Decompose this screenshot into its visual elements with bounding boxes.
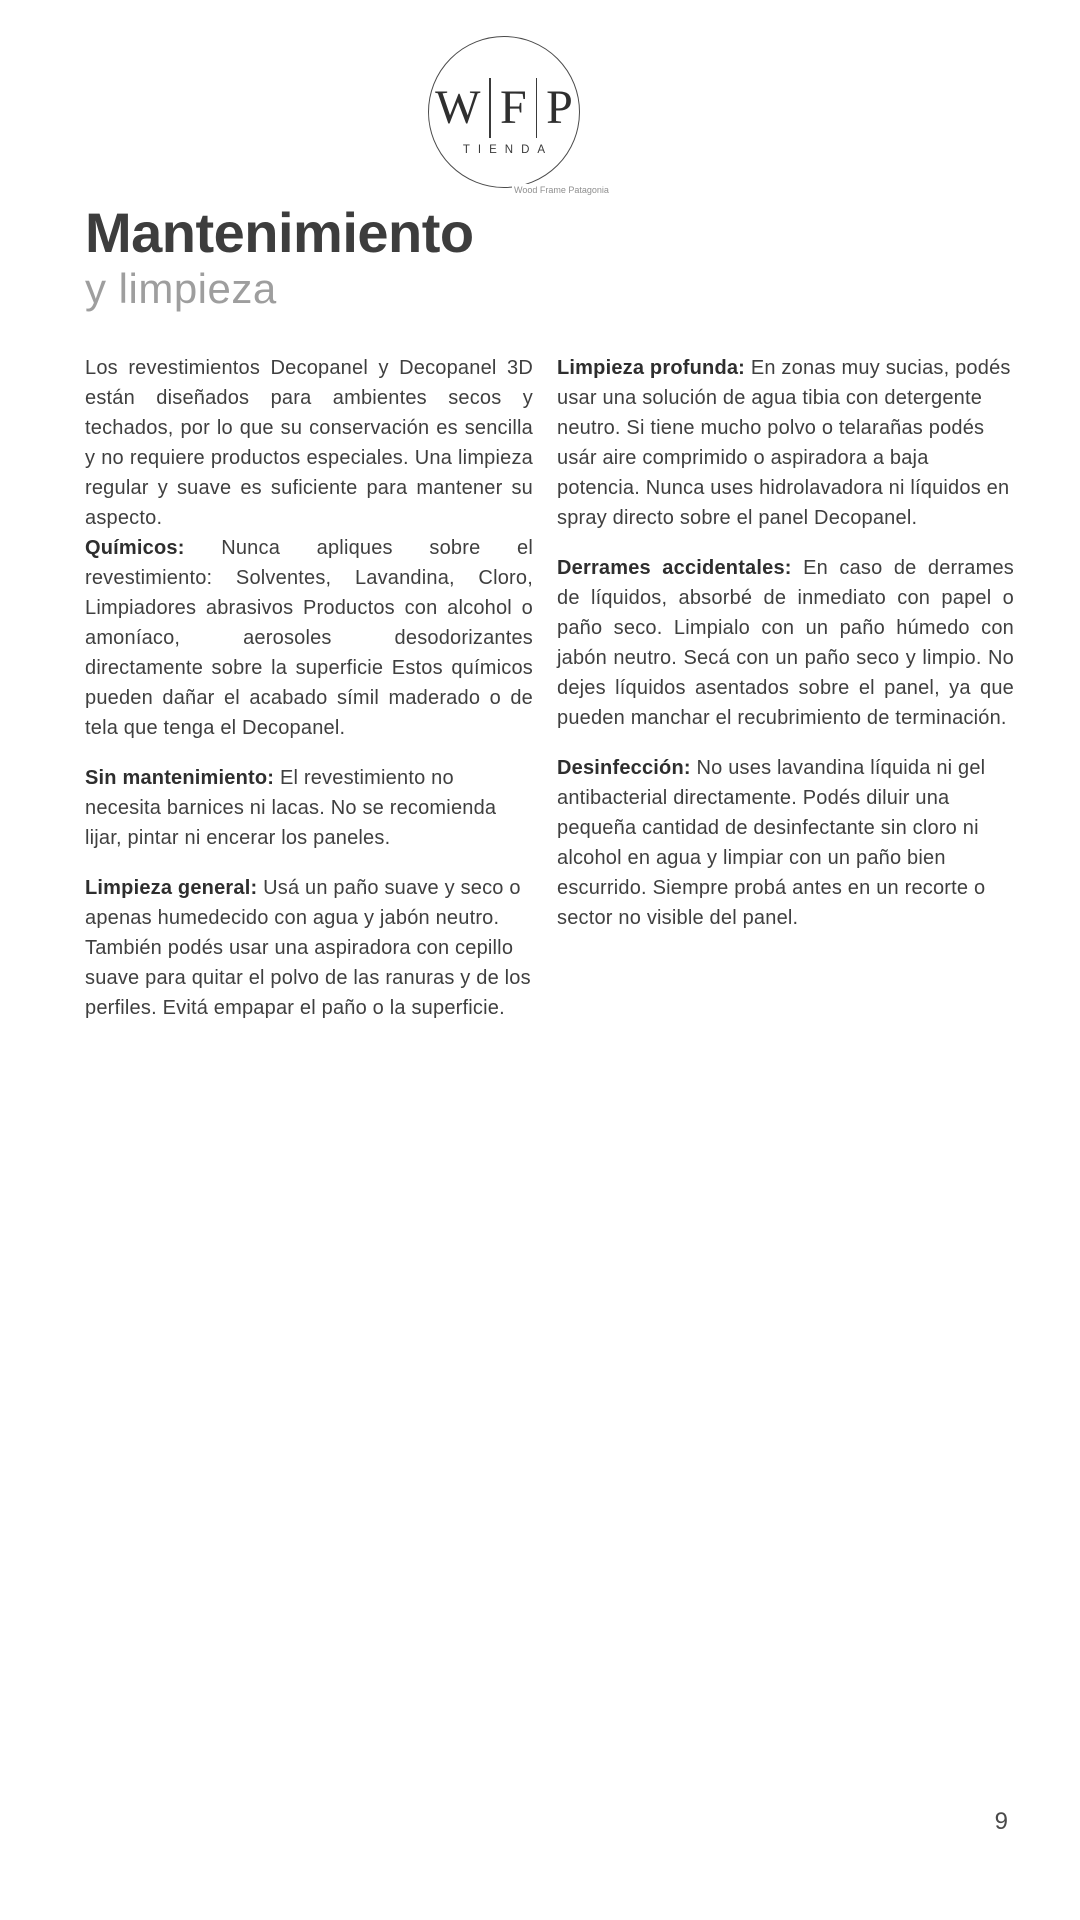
- no-maintenance-paragraph: [85, 763, 533, 853]
- intro-paragraph: [85, 353, 533, 533]
- paragraph-label: Derrames accidentales:: [557, 557, 792, 579]
- paragraph-text: Los revestimientos Decopanel y Decopanel 3D están diseñados para ambientes secos y techados, por lo que su conservación es sencilla y no requiere productos especiales. Una limpieza regular y suave es suficiente para mantener su aspecto.: [85, 357, 533, 529]
- logo-letter-f: F: [499, 80, 527, 134]
- wfp-logo: [428, 36, 609, 195]
- logo-letters: [435, 78, 573, 138]
- logo-letter-w: W: [435, 80, 481, 134]
- general-cleaning-paragraph: [85, 873, 533, 1023]
- disinfection-paragraph: [557, 753, 1014, 933]
- page-title: Mantenimiento: [85, 201, 474, 264]
- chemicals-paragraph: [85, 533, 533, 743]
- paragraph-label: Limpieza general:: [85, 877, 258, 899]
- paragraph-label: Sin mantenimiento:: [85, 767, 275, 789]
- content-columns: [85, 353, 1014, 1043]
- logo-letter-p: P: [546, 80, 573, 134]
- spills-paragraph: [557, 553, 1014, 733]
- logo-divider-icon: [536, 78, 538, 138]
- paragraph-text: No uses lavandina líquida ni gel antibacterial directamente. Podés diluir una pequeña cantidad de desinfectante sin cloro ni alcohol en agua y limpiar con un paño bien escurrido. Siempre probá antes en un recorte o sector no visible del panel.: [557, 757, 986, 929]
- logo-divider-icon: [489, 78, 491, 138]
- logo-store-label: TIENDA: [462, 143, 554, 156]
- paragraph-text: Nunca apliques sobre el revestimiento: Solventes, Lavandina, Cloro, Limpiadores abrasivos Productos con alcohol o amoníaco, aerosoles desodorizantes directamente sobre la superficie Estos químicos pueden dañar el acabado símil maderado o de tela que tenga el Decopanel.: [85, 537, 533, 739]
- paragraph-text: El revestimiento no necesita barnices ni lacas. No se recomienda lijar, pintar ni encerar los paneles.: [85, 767, 497, 849]
- column-left: [85, 353, 533, 1043]
- paragraph-text: En zonas muy sucias, podés usar una solución de agua tibia con detergente neutro. Si tiene mucho polvo o telarañas podés usár aire comprimido o aspiradora a baja potencia. Nunca uses hidrolavadora ni líquidos en spray directo sobre el panel Decopanel.: [557, 357, 1011, 529]
- page-subtitle: y limpieza: [85, 265, 277, 312]
- paragraph-label: Desinfección:: [557, 757, 691, 779]
- page-number: 9: [994, 1808, 1008, 1835]
- column-right: [557, 353, 1014, 1043]
- paragraph-text: En caso de derrames de líquidos, absorbé de inmediato con papel o paño seco. Limpialo con un paño húmedo con jabón neutro. Secá con un paño seco y limpio. No dejes líquidos asentados sobre el panel, ya que pueden manchar el recubrimiento de terminación.: [557, 557, 1014, 729]
- paragraph-label: Químicos:: [85, 537, 185, 559]
- paragraph-label: Limpieza profunda:: [557, 357, 746, 379]
- paragraph-text: Usá un paño suave y seco o apenas humedecido con agua y jabón neutro. También podés usar una aspiradora con cepillo suave para quitar el polvo de las ranuras y de los perfiles. Evitá empapar el paño o la superficie.: [85, 877, 531, 1019]
- logo-tagline: Wood Frame Patagonia: [514, 185, 609, 195]
- logo-circle: [428, 36, 580, 188]
- deep-cleaning-paragraph: [557, 353, 1014, 533]
